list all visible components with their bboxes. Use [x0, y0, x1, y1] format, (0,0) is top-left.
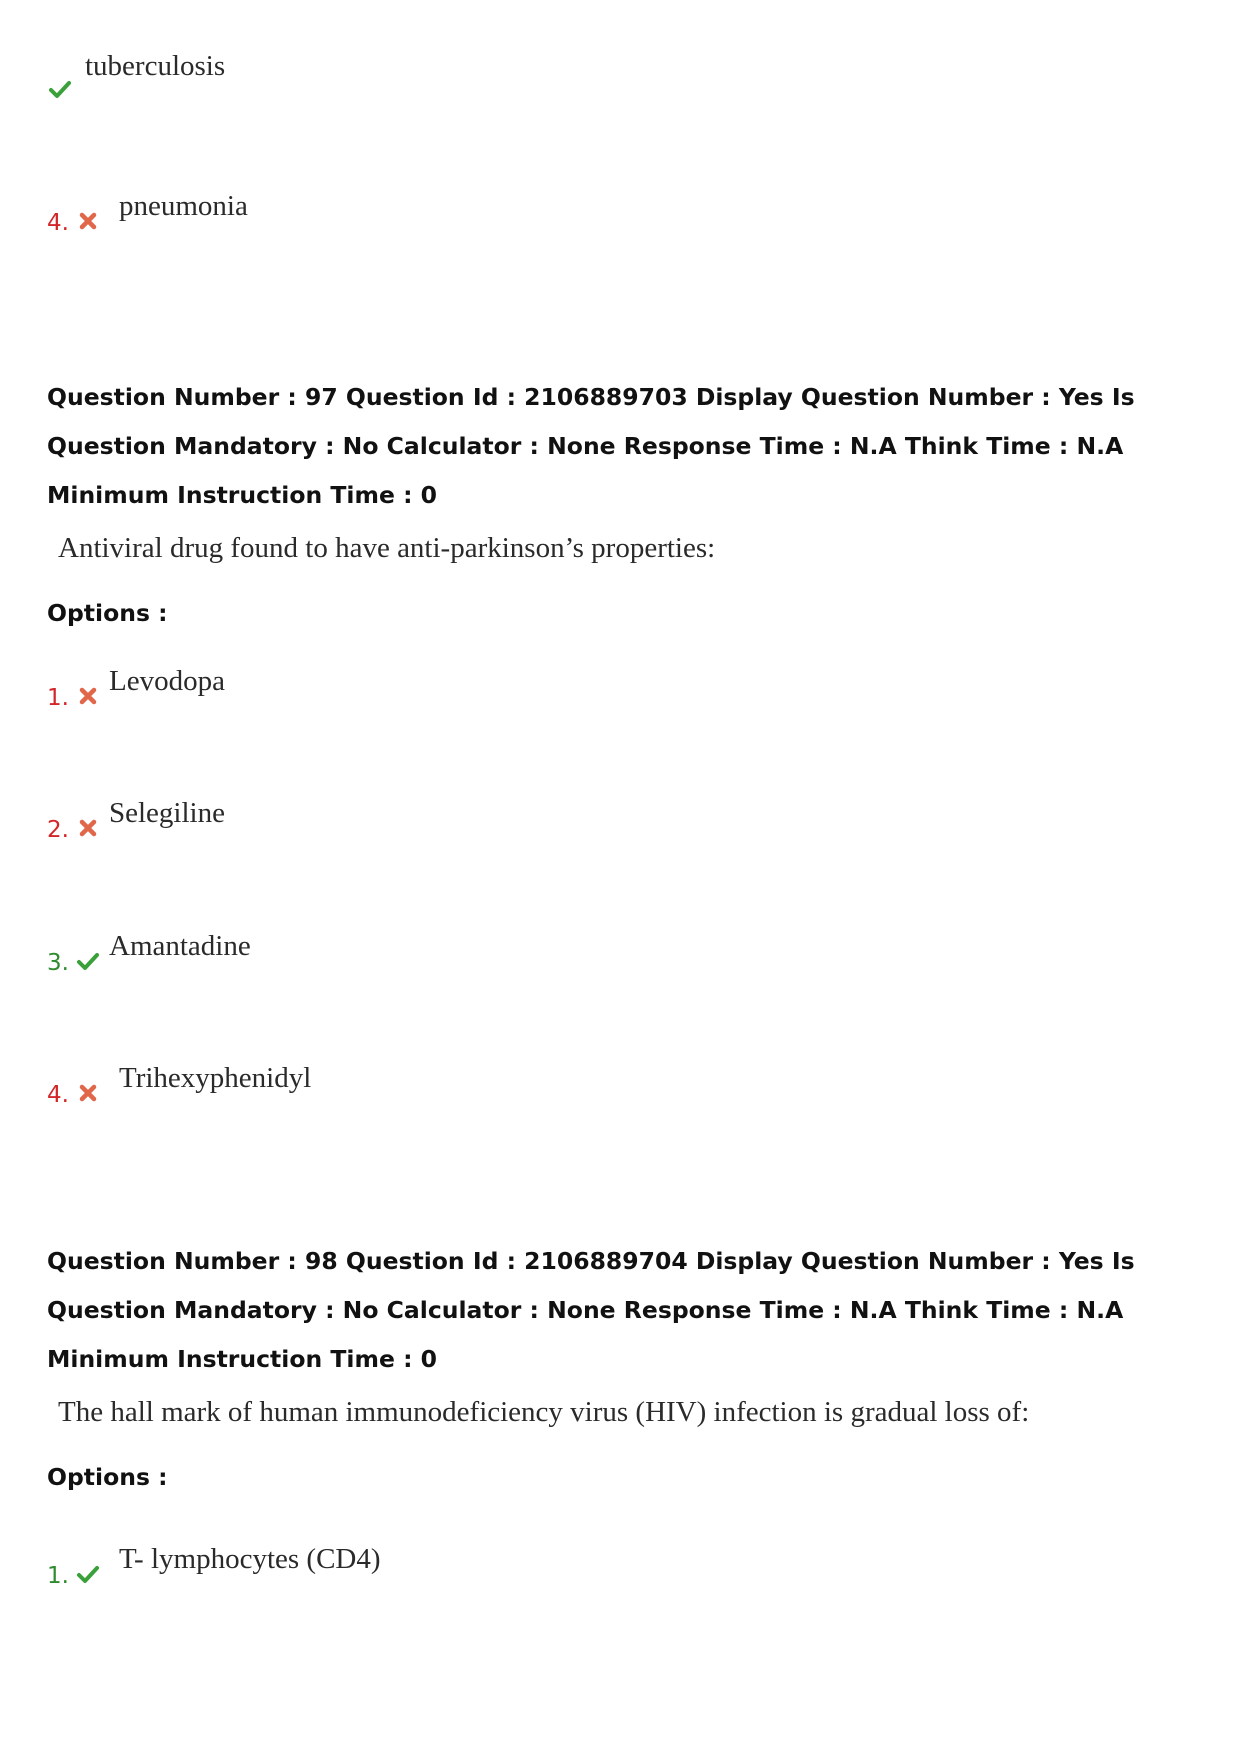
option-item: [47, 1062, 311, 1108]
question-header: Question Number : 98 Question Id : 2106889704 Display Question Number : Yes Is Question Mandatory : No Calculator : None Response Time : N.A Think Time : N.A Minimum Instruction Time : 0: [47, 1247, 1135, 1373]
option-text: Amantadine: [109, 930, 251, 962]
question-text: The hall mark of human immunodeficiency virus (HIV) infection is gradual loss of:: [58, 1396, 1030, 1428]
option-item: [47, 797, 225, 843]
option-number: 3.: [47, 950, 69, 976]
option-item: [47, 190, 248, 236]
option-item: [47, 665, 225, 711]
option-item: [47, 930, 251, 976]
options-label: Options :: [47, 1463, 168, 1491]
check-icon: [77, 1563, 99, 1585]
option-text: Levodopa: [109, 665, 225, 697]
option-text: Trihexyphenidyl: [119, 1062, 312, 1094]
options-label: Options :: [47, 599, 168, 627]
check-icon: [49, 78, 71, 100]
cross-icon: [77, 685, 99, 707]
option-number: 2.: [47, 817, 69, 843]
question-text: Antiviral drug found to have anti-parkinson’s properties:: [58, 532, 716, 564]
option-number: 1.: [47, 1563, 69, 1589]
option-text: Selegiline: [109, 797, 225, 829]
cross-icon: [77, 817, 99, 839]
cross-icon: [77, 1082, 99, 1104]
option-item: [47, 1543, 381, 1589]
question-header: Question Number : 97 Question Id : 2106889703 Display Question Number : Yes Is Question Mandatory : No Calculator : None Response Time : N.A Think Time : N.A Minimum Instruction Time : 0: [47, 383, 1135, 509]
cross-icon: [77, 210, 99, 232]
option-number: 4.: [47, 210, 69, 236]
check-icon: [77, 950, 99, 972]
option-item: [47, 50, 225, 100]
option-text: T- lymphocytes (CD4): [119, 1543, 381, 1575]
option-text: pneumonia: [119, 190, 248, 222]
option-number: 4.: [47, 1082, 69, 1108]
option-text: tuberculosis: [85, 50, 226, 82]
option-number: 1.: [47, 685, 69, 711]
